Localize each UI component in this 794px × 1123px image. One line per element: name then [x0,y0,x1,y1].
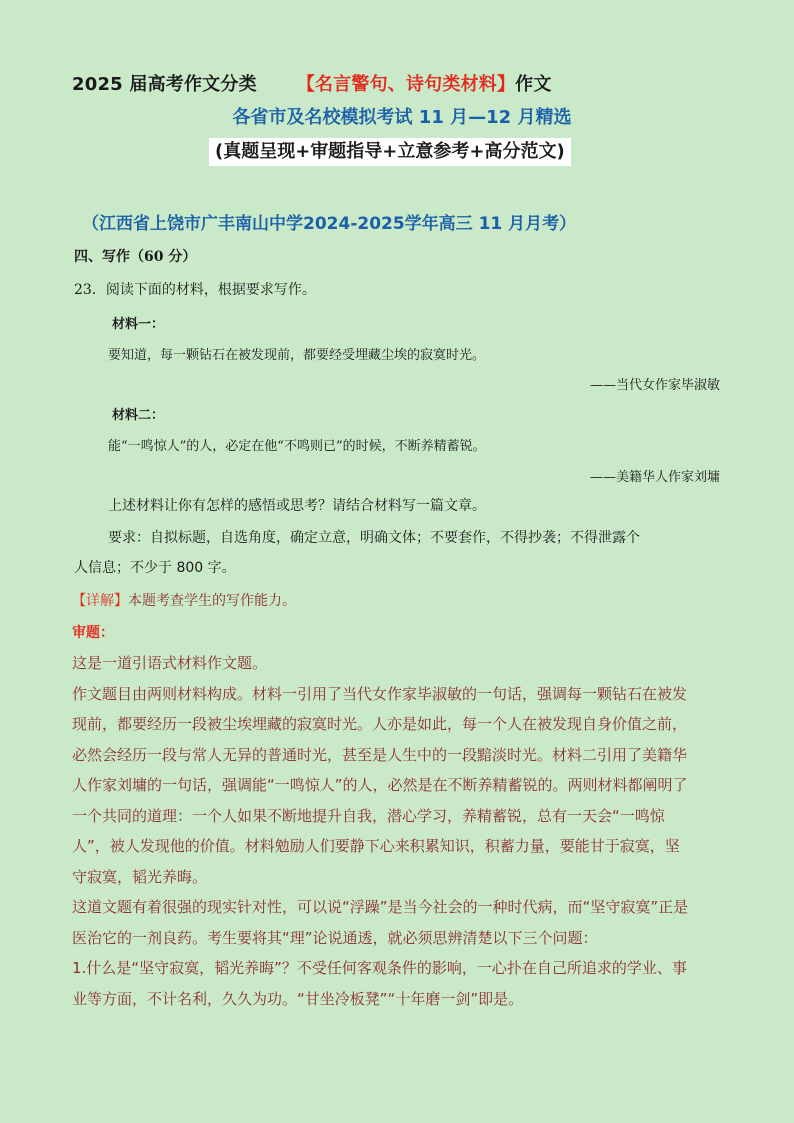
shenti-label: 审题： [72,625,114,641]
detail-text: 本题考查学生的写作能力。 [128,593,296,609]
analysis-line: 作文题目由两则材料构成。材料一引用了当代女作家毕淑敏的一句话，强调每一颗钻石在被发 [72,684,688,703]
analysis-line: 人”，被人发现他的价值。材料勉励人们要静下心来积累知识，积蓄力量，要能甘于寂寞，坚 [72,837,680,855]
material1-text: 要知道，每一颗钻石在被发现前，都要经受埋藏尘埃的寂寞时光。 [108,348,486,363]
analysis-line: 人作家刘墉的一句话，强调能“一鸣惊人”的人，必然是在不断养精蓄锐的。两则材料都阐明了 [72,776,688,794]
writing-prompt: 上述材料让你有怎样的感悟或思考？请结合材料写一篇文章。 [108,498,486,514]
detail-tag: 【详解】 [72,593,128,609]
analysis-line: 必然会经历一段与常人无异的普通时光，甚至是人生中的一段黯淡时光。材料二引用了美籍华 [72,745,688,764]
requirement-line-1: 要求：自拟标题，自选角度，确定立意，明确文体；不要套作，不得抄袭；不得泄露个 [108,530,640,546]
doc-subtitle: 各省市及名校模拟考试 11 月—12 月精选 [232,107,572,128]
analysis-line: 守寂寞，韬光养晦。 [72,867,208,886]
title-bracket: 【名言警句、诗句类材料】 [296,74,516,95]
analysis-line: 一个共同的道理：一个人如果不断地提升自我，潜心学习，养精蓄锐，总有一天会“一鸣惊 [72,806,665,825]
material1-author: ——当代女作家毕淑敏 [589,378,720,393]
doc-title [72,70,552,96]
analysis-line: 现前，都要经历一段被尘埃埋藏的寂寞时光。人亦是如此，每一个人在被发现自身价值之前， [72,715,688,733]
material2-text: 能“一鸣惊人”的人，必定在他“不鸣则已”的时候，不断养精蓄锐。 [108,439,486,454]
analysis-line: 这道文题有着很强的现实针对性，可以说“浮躁”是当今社会的一种时代病，而“坚守寂寞”正是 [72,898,689,916]
title-left: 2025 届高考作文分类 [72,74,257,95]
analysis-line: 这是一道引语式材料作文题。 [72,654,268,672]
exam-source: （江西省上饶市广丰南山中学2024-2025学年高三 11 月月考） [82,214,577,234]
section-heading: 四、写作（60 分） [74,249,197,265]
detail-line [72,586,296,616]
analysis-line: 医治它的一剂良药。考生要将其“理”论说通透，就必须思辨清楚以下三个问题： [72,928,598,947]
analysis-line: 业等方面，不计名利，久久为功。“甘坐冷板凳”“十年磨一剑”即是。 [72,989,524,1008]
title-right: 作文 [515,74,552,95]
material2-author: ——美籍华人作家刘墉 [589,470,720,485]
analysis-line: 1.什么是“坚守寂寞，韬光养晦”？不受任何客观条件的影响，一心扑在自己所追求的学业、事 [72,959,687,977]
material2-label: 材料二： [112,408,165,423]
requirement-line-2: 人信息；不少于 800 字。 [74,560,236,576]
material1-label: 材料一： [112,317,165,332]
analysis-body [72,648,722,1014]
doc-tagline: (真题呈现+审题指导+立意参考+高分范文) [209,138,571,166]
question-stem: 23．阅读下面的材料，根据要求写作。 [74,282,316,298]
